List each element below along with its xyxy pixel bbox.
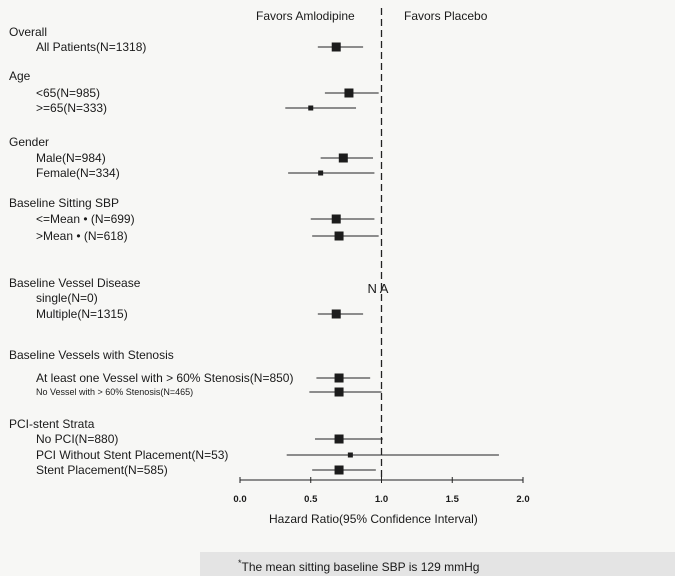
row-label: >Mean • (N=618)	[36, 229, 128, 243]
x-tick-label: 1.0	[374, 494, 389, 505]
group-title: Gender	[9, 135, 50, 149]
group-title: Age	[9, 69, 31, 83]
row-label: Female(N=334)	[36, 166, 120, 180]
group-title: Baseline Sitting SBP	[9, 196, 120, 210]
row-label: All Patients(N=1318)	[36, 40, 147, 54]
hr-marker	[339, 154, 348, 163]
hr-marker	[335, 388, 344, 397]
hr-marker	[332, 215, 341, 224]
hr-marker	[308, 106, 313, 111]
favors-placebo-label: Favors Placebo	[404, 9, 488, 23]
row-label: PCI Without Stent Placement(N=53)	[36, 448, 229, 462]
hr-marker	[332, 310, 341, 319]
hr-marker	[344, 89, 353, 98]
x-axis-label: Hazard Ratio(95% Confidence Interval)	[269, 512, 478, 526]
x-tick-label: 0.5	[304, 494, 318, 505]
row-label: Multiple(N=1315)	[36, 307, 128, 321]
row-label: No Vessel with > 60% Stenosis(N=465)	[36, 387, 194, 397]
hr-marker	[335, 466, 344, 475]
favors-amlodipine-label: Favors Amlodipine	[256, 9, 355, 23]
group-title: Baseline Vessel Disease	[9, 276, 141, 290]
hr-marker	[335, 232, 344, 241]
hr-marker	[335, 374, 344, 383]
row-label: At least one Vessel with > 60% Stenosis(N=850)	[36, 371, 294, 385]
footnote	[238, 558, 479, 574]
hr-marker	[348, 453, 353, 458]
row-label: No PCI(N=880)	[36, 432, 119, 446]
row-label: <65(N=985)	[36, 86, 101, 100]
hr-marker	[335, 435, 344, 444]
footnote-text: The mean sitting baseline SBP is 129 mmHg	[241, 560, 480, 574]
row-label: Male(N=984)	[36, 151, 106, 165]
row-label: single(N=0)	[36, 291, 98, 305]
x-tick-label: 0.0	[233, 494, 247, 505]
x-tick-label: 1.5	[445, 494, 459, 505]
group-title: PCI-stent Strata	[9, 417, 95, 431]
hr-marker	[318, 171, 323, 176]
row-label: <=Mean • (N=699)	[36, 212, 135, 226]
footnote-marker: *	[238, 558, 242, 568]
row-label: Stent Placement(N=585)	[36, 463, 168, 477]
not-applicable-label: N A	[367, 281, 389, 296]
hr-marker	[332, 43, 341, 52]
x-tick-label: 2.0	[516, 494, 530, 505]
group-title: Baseline Vessels with Stenosis	[9, 348, 174, 362]
row-label: >=65(N=333)	[36, 101, 108, 115]
group-title: Overall	[9, 25, 48, 39]
